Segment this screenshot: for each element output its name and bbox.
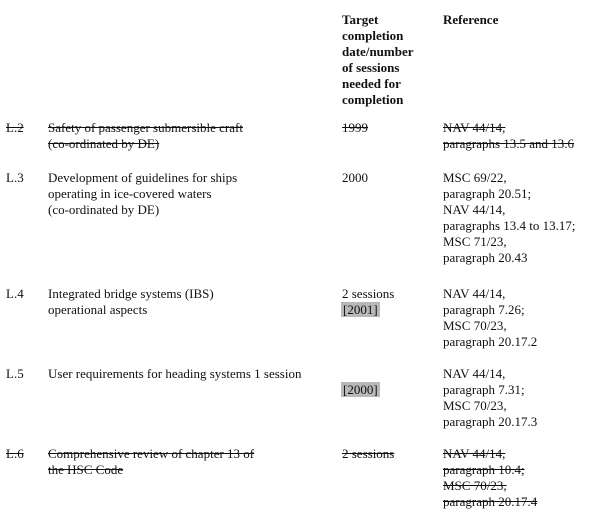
row-id-text: L.6 [6,446,24,461]
reference-line: paragraph 7.26; [443,302,525,317]
row-target [342,170,368,186]
reference-line: paragraph 10.4; [443,462,525,477]
row-id-text: L.2 [6,120,24,135]
reference-line: paragraph 20.17.3 [443,414,538,429]
target-line: 2 sessions [342,286,395,301]
target-completion-header [342,12,437,108]
header-line: date/number [342,44,414,59]
row-title [48,286,214,318]
reference-line: NAV 44/14, [443,120,506,135]
reference-line: paragraph 20.43 [443,250,528,265]
reference-line: MSC 71/23, [443,234,507,249]
row-target [342,382,380,398]
header-line: needed for [342,76,401,91]
row-target [342,120,368,136]
row-reference [443,120,574,152]
title-line: operational aspects [48,302,148,317]
row-title [48,170,237,218]
row-id [6,120,24,136]
reference-line: paragraph 7.31; [443,382,525,397]
header-line: completion [342,28,404,43]
title-line: Integrated bridge systems (IBS) [48,286,214,301]
reference-line: paragraph 20.17.2 [443,334,538,349]
header-line: of sessions [342,60,400,75]
reference-line: paragraph 20.51; [443,186,532,201]
target-highlight-line [342,302,394,318]
title-line: Comprehensive review of chapter 13 of [48,446,255,461]
row-title [48,446,254,478]
reference-line: NAV 44/14, [443,366,506,381]
reference-line: paragraphs 13.5 and 13.6 [443,136,575,151]
reference-line: NAV 44/14, [443,286,506,301]
reference-header: Reference [443,12,499,27]
row-id-text: L.3 [6,170,24,185]
title-line: the HSC Code [48,462,124,477]
highlighted-year: [2000] [343,382,378,397]
reference-line: MSC 70/23, [443,398,507,413]
row-id [6,286,24,302]
reference-line: MSC 69/22, [443,170,507,185]
row-reference [443,366,537,430]
row-id [6,170,24,186]
row-id-text: L.5 [6,366,24,381]
header-line: Target [342,12,379,27]
title-line: (co-ordinated by DE) [48,136,160,151]
title-line: Safety of passenger submersible craft [48,120,243,135]
title-line: operating in ice-covered waters [48,186,212,201]
reference-line: NAV 44/14, [443,446,506,461]
target-line: 2000 [342,170,368,185]
row-reference [443,446,537,510]
title-line: User requirements for heading systems 1 session [48,366,302,381]
row-title [48,120,243,152]
row-id [6,446,24,462]
row-target [342,446,394,462]
target-line: 1999 [342,120,368,135]
target-line: 2 sessions [342,446,395,461]
title-line: (co-ordinated by DE) [48,202,160,217]
header-line: completion [342,92,404,107]
highlighted-year: [2001] [343,302,378,317]
row-id [6,366,24,382]
row-target [342,286,394,318]
row-title [48,366,301,382]
target-highlight-line [342,382,380,398]
row-reference [443,170,576,266]
title-line: Development of guidelines for ships [48,170,238,185]
reference-line: MSC 70/23, [443,318,507,333]
row-id-text: L.4 [6,286,24,301]
reference-line: NAV 44/14, [443,202,506,217]
reference-line: paragraph 20.17.4 [443,494,538,509]
reference-line: MSC 70/23, [443,478,507,493]
reference-line: paragraphs 13.4 to 13.17; [443,218,576,233]
row-reference [443,286,537,350]
